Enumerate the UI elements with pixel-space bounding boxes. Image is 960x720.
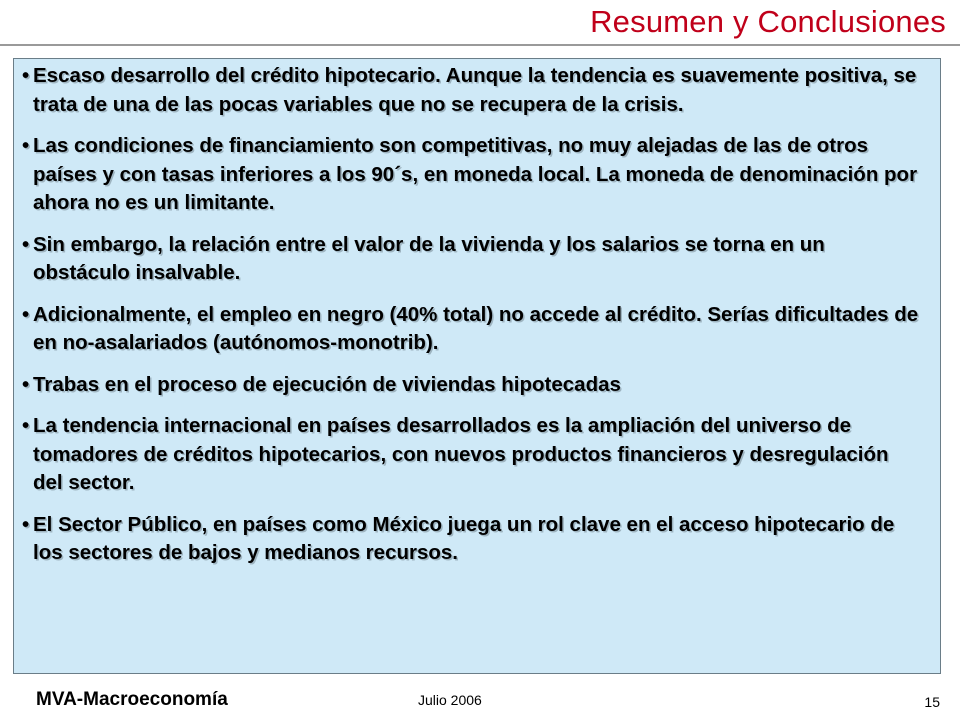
bullet-list [23,62,923,581]
bullet-text: • Las condiciones de financiamiento son competitivas, no muy alejadas de las de otros países y con tasas inferiores a los 90´s, en moneda local. La moneda de denominación por ahora no es un limitante. [33,134,918,214]
bullet-text: • Sin embargo, la relación entre el valor de la vivienda y los salarios se torna en un obstáculo insalvable. [33,232,825,284]
bullet-item [23,371,923,400]
bullet-text: • La tendencia internacional en países desarrollados es la ampliación del universo de tomadores de créditos hipotecarios, con nuevos productos financieros y desregulación del sector. [33,414,889,494]
bullet-item [23,412,923,498]
bullet-item [23,301,923,358]
bullet-item [23,132,923,218]
page-number: 15 [924,694,940,710]
bullet-text: • El Sector Público, en países como México juega un rol clave en el acceso hipotecario de los sectores de bajos y medianos recursos. [33,512,895,564]
bullet-text: • Escaso desarrollo del crédito hipotecario. Aunque la tendencia es suavemente positiva, se trata de una de las pocas variables que no se recupera de la crisis. [33,64,917,116]
bullet-item [23,511,923,568]
bullet-item [23,62,923,119]
bullet-text: • Trabas en el proceso de ejecución de viviendas hipotecadas [33,372,621,396]
bullet-item [23,231,923,288]
footer-date: Julio 2006 [418,692,482,708]
bullet-text: • Adicionalmente, el empleo en negro (40% total) no accede al crédito. Serías dificultades de en no-asalariados (autónomos-monotrib). [33,302,919,354]
slide-title: Resumen y Conclusiones [590,4,946,39]
footer-organization: MVA-Macroeconomía [36,689,228,710]
title-divider [0,44,960,46]
